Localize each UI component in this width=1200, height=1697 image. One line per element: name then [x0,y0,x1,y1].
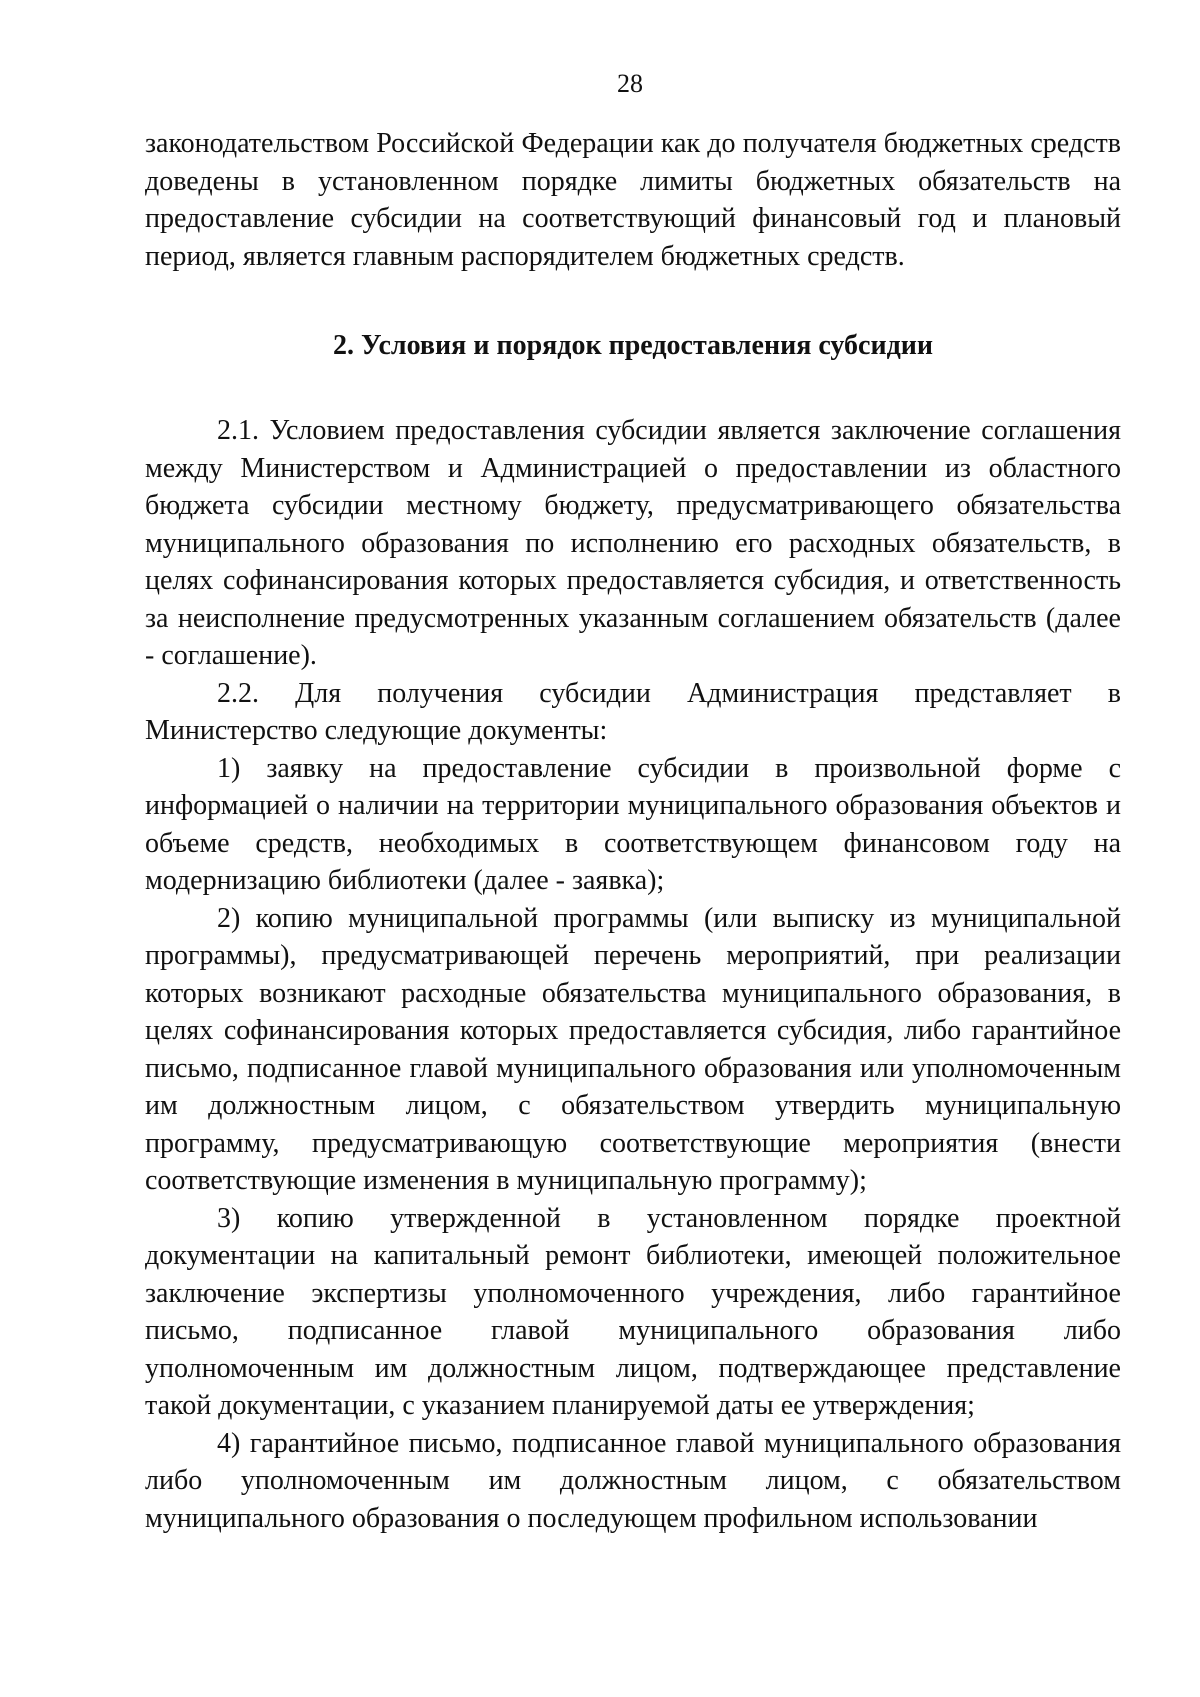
list-item-4: 4) гарантийное письмо, подписанное главой муниципального образования либо уполномоченным им должностным лицом, с обязательством муниципального образования о последующем профильном использовании [145,1427,1121,1534]
list-item-1: 1) заявку на предоставление субсидии в произвольной форме с информацией о наличии на территории муниципального образования объектов и объеме средств, необходимых в соответствующем финансовом году на модернизацию библиотеки (далее - заявка); [145,752,1121,896]
intro-text [145,125,1121,275]
page-number: 28 [617,69,643,98]
list-item-3: 3) копию утвержденной в установленном порядке проектной документации на капитальный ремонт библиотеки, имеющей положительное заключение экспертизы уполномоченного учреждения, либо гарантийное письмо, подписанное главой муниципального образования либо уполномоченным им должностным лицом, подтверждающее представление такой документации, с указанием планируемой даты ее утверждения; [145,1202,1121,1421]
intro-paragraph: законодательством Российской Федерации как до получателя бюджетных средств доведены в установленном порядке лимиты бюджетных обязательств на предоставление субсидии на соответствующий финансовый год и плановый период, является главным распорядителем бюджетных средств. [145,128,1121,272]
section-body [145,412,1121,1537]
paragraph-2-1: 2.1. Условием предоставления субсидии является заключение соглашения между Министерством и Администрацией о предоставлении из областного бюджета субсидии местному бюджету, предусматривающего обязательства муниципального образования по исполнению его расходных обязательств, в целях софинансирования которых предоставляется субсидия, и ответственность за неисполнение предусмотренных указанным соглашением обязательств (далее - соглашение). [145,415,1121,671]
list-item-2: 2) копию муниципальной программы (или выписку из муниципальной программы), предусматривающей перечень мероприятий, при реализации которых возникают расходные обязательства муниципального образования, в целях софинансирования которых предоставляется субсидия, либо гарантийное письмо, подписанное главой муниципального образования или уполномоченным им должностным лицом, с обязательством утвердить муниципальную программу, предусматривающую соответствующие мероприятия (внести соответствующие изменения в муниципальную программу); [145,902,1121,1196]
section-heading: 2. Условия и порядок предоставления субсидии [332,330,934,361]
paragraph-2-2: 2.2. Для получения субсидии Администрация представляет в Министерство следующие документы: [145,677,1121,746]
